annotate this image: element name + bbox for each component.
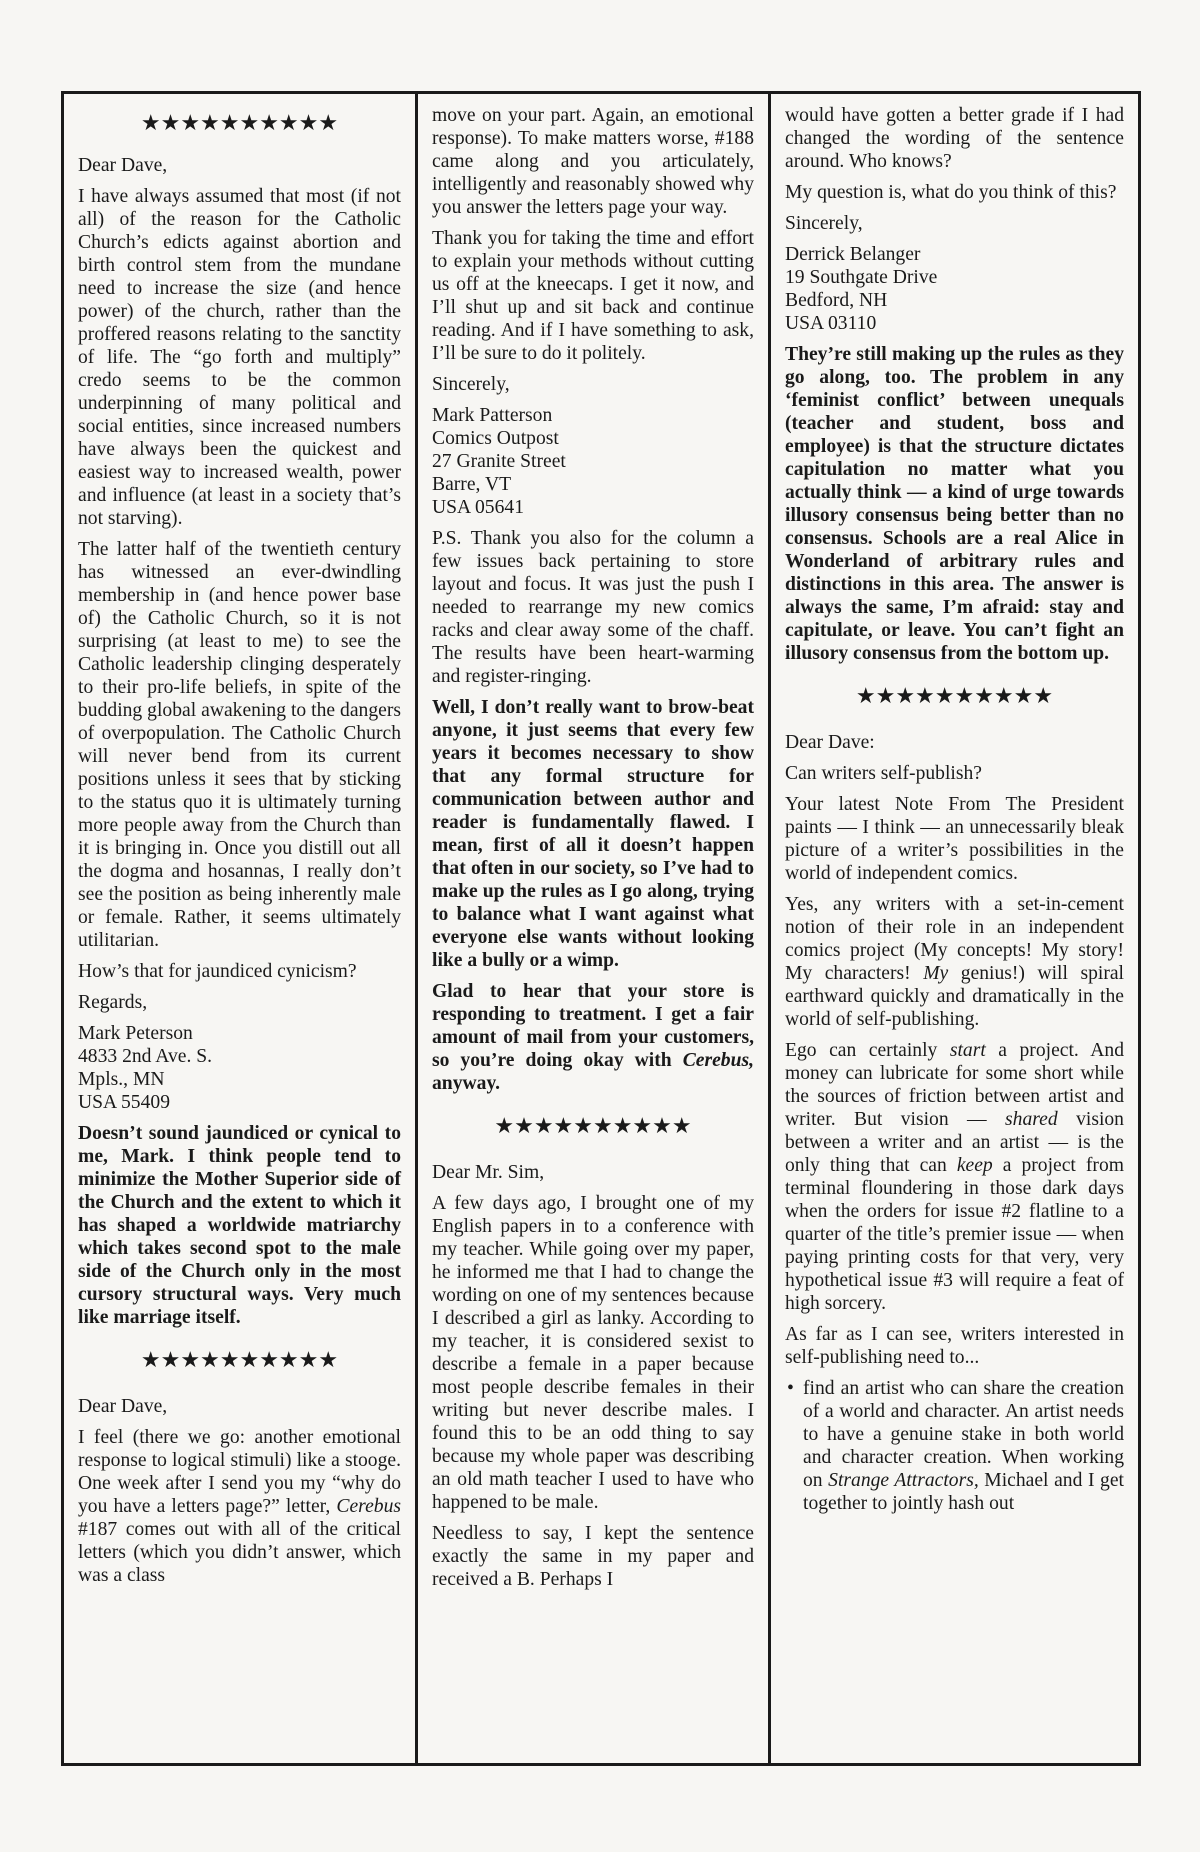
address-line: Derrick Belanger: [785, 244, 921, 265]
column-2: [418, 94, 771, 1763]
letter-paragraph: I feel (there we go: another emotional response to logical stimuli) like a stooge. One week after I send you my “why do you have a letters page?” letter, Cerebus #187 comes out with all of the critical letters (which you didn’t answer, which was a class: [78, 1427, 401, 1586]
comic-title: Cerebus,: [682, 1050, 754, 1071]
letter-paragraph: Your latest Note From The President paints — I think — an unnecessarily bleak picture of a writer’s possibilities in the world of independent comics.: [785, 794, 1124, 884]
editor-reply: They’re still making up the rules as they go along, too. The problem in any ‘feminist conflict’ between unequals (teacher and student, boss and employee) is that the structure dictates capitulation no matter what you actually think — a kind of urge towards illusory consensus being better than no consensus. Schools are a real Alice in Wonderland of arbitrary rules and distinctions in this area. The answer is always the same, I’m afraid: stay and capitulate, or leave. You can’t fight an illusory consensus from the bottom up.: [785, 344, 1124, 664]
comic-title: Strange Attractors,: [828, 1470, 979, 1491]
editor-reply: Glad to hear that your store is responding to treatment. I get a fair amount of mail from your customers, so you’re doing okay with Cerebus, anyway.: [432, 981, 754, 1094]
comic-title: Cerebus: [336, 1496, 401, 1517]
address-line: USA 03110: [785, 313, 877, 334]
address-line: 4833 2nd Ave. S.: [78, 1046, 213, 1067]
star-divider: ★★★★★★★★★★: [855, 683, 1054, 708]
letter-paragraph: My question is, what do you think of this?: [785, 182, 1117, 203]
closing: Regards,: [78, 992, 148, 1013]
letter-paragraph: Needless to say, I kept the sentence exactly the same in my paper and received a B. Perhaps I: [432, 1523, 754, 1590]
editor-reply: Well, I don’t really want to brow-beat anyone, it just seems that every few years it becomes necessary to show that any formal structure for communication between author and reader is fundamentally flawed. I mean, first of all it doesn’t happen that often in our society, so I’ve had to make up the rules as I go along, trying to balance what I want against what everyone else wants without looking like a bully or a wimp.: [432, 697, 754, 971]
bullet-list: [785, 1377, 1124, 1515]
address-line: Comics Outpost: [432, 428, 559, 449]
letter-paragraph: I have always assumed that most (if not all) of the reason for the Catholic Church’s edicts against abortion and birth control stem from the mundane need to increase the size (and hence power) of the church, rather than the proffered reasons relating to the sanctity of life. The “go forth and multiply” credo seems to be the common underpinning of many political and social entities, since increased numbers have always been the quickest and easiest way to increased wealth, power and influence (at least in a society that’s not starving).: [78, 186, 401, 529]
bullet-icon: •: [787, 1378, 794, 1399]
column-3: [771, 94, 1138, 1763]
column-1: [64, 94, 418, 1763]
letter-paragraph: Ego can certainly start a project. And money can lubricate for some short while the sources of friction between artist and writer. But vision — shared vision between a writer and an artist — is the only thing that can keep a project from terminal floundering in those dark days when the orders for issue #2 flatline to a quarter of the title’s premier issue — when paying printing costs for that very, very hypothetical issue #3 will require a feat of high sorcery.: [785, 1040, 1124, 1314]
letter-paragraph: would have gotten a better grade if I had changed the wording of the sentence around. Who knows?: [785, 105, 1124, 172]
star-divider: ★★★★★★★★★★: [494, 1113, 692, 1138]
letter-paragraph: The latter half of the twentieth century has witnessed an ever-dwindling membership in (and hence power base of) the Catholic Church, so it is not surprising (at least to me) to see the Catholic leadership clinging desperately to their pro-life beliefs, in spite of the budding global awakening to the dangers of overpopulation. The Catholic Church will never bend from its current positions unless it sees that by sticking to the status quo it is ultimately turning more people away from the Church than it is bringing in. Once you distill out all the dogma and hosannas, I really don’t see the position as being inherently male or female. Rather, it seems ultimately utilitarian.: [78, 539, 401, 951]
address-line: Mark Peterson: [78, 1023, 193, 1044]
postscript: P.S. Thank you also for the column a few issues back pertaining to store layout and focus. It was just the push I needed to rearrange my new comics racks and clear away some of the chaff. The results have been heart-warming and register-ringing.: [432, 528, 754, 687]
address-line: Mpls., MN: [78, 1069, 165, 1090]
salutation: Dear Dave,: [78, 155, 168, 176]
address-line: USA 05641: [432, 497, 524, 518]
list-item: • find an artist who can share the creation of a world and character. An artist needs to have a genuine stake in both world and character creation. When working on Strange Attractors, Michael and I get together to jointly hash out: [787, 1378, 1124, 1514]
letter-paragraph: A few days ago, I brought one of my English papers in to a conference with my teacher. While going over my paper, he informed me that I had to change the wording on one of my sentences because I described a girl as lanky. According to my teacher, it is considered sexist to describe a female in a paper because most people describe females in their writing but never describe males. I found this to be an odd thing to say because my whole paper was describing an old math teacher I used to have who happened to be male.: [432, 1193, 754, 1513]
star-divider: ★★★★★★★★★★: [140, 1347, 339, 1372]
address-line: USA 55409: [78, 1092, 170, 1113]
closing: Sincerely,: [785, 213, 863, 234]
sender-address: [785, 243, 1124, 335]
star-divider: ★★★★★★★★★★: [140, 110, 339, 135]
address-line: Mark Patterson: [432, 405, 553, 426]
letter-paragraph: As far as I can see, writers interested in self-publishing need to...: [785, 1324, 1124, 1368]
sender-address: [432, 404, 754, 519]
address-line: Barre, VT: [432, 474, 512, 495]
editor-reply: Doesn’t sound jaundiced or cynical to me, Mark. I think people tend to minimize the Mother Superior side of the Church and the extent to which it has shaped a worldwide matriarchy which takes second spot to the male side of the Church only in the most cursory structural ways. Very much like marriage itself.: [78, 1123, 401, 1328]
letter-paragraph: move on your part. Again, an emotional response). To make matters worse, #188 came along and you articulately, intelligently and reasonably showed why you answer the letters page your way.: [432, 105, 754, 218]
letter-paragraph: Yes, any writers with a set-in-cement notion of their role in an independent comics project (My concepts! My story! My characters! My genius!) will spiral earthward quickly and dramatically in the world of self-publishing.: [785, 894, 1124, 1030]
letters-page: [61, 91, 1141, 1766]
letter-paragraph: Thank you for taking the time and effort to explain your methods without cutting us off at the kneecaps. I get it now, and I’ll shut up and sit back and continue reading. And if I have something to ask, I’ll be sure to do it politely.: [432, 228, 754, 364]
address-line: 27 Granite Street: [432, 451, 566, 472]
address-line: 19 Southgate Drive: [785, 267, 938, 288]
address-line: Bedford, NH: [785, 290, 888, 311]
letter-paragraph: How’s that for jaundiced cynicism?: [78, 961, 357, 982]
letter-paragraph: Can writers self-publish?: [785, 763, 982, 784]
closing: Sincerely,: [432, 374, 510, 395]
salutation: Dear Dave:: [785, 732, 875, 753]
salutation: Dear Mr. Sim,: [432, 1162, 545, 1183]
sender-address: [78, 1022, 401, 1114]
salutation: Dear Dave,: [78, 1396, 168, 1417]
